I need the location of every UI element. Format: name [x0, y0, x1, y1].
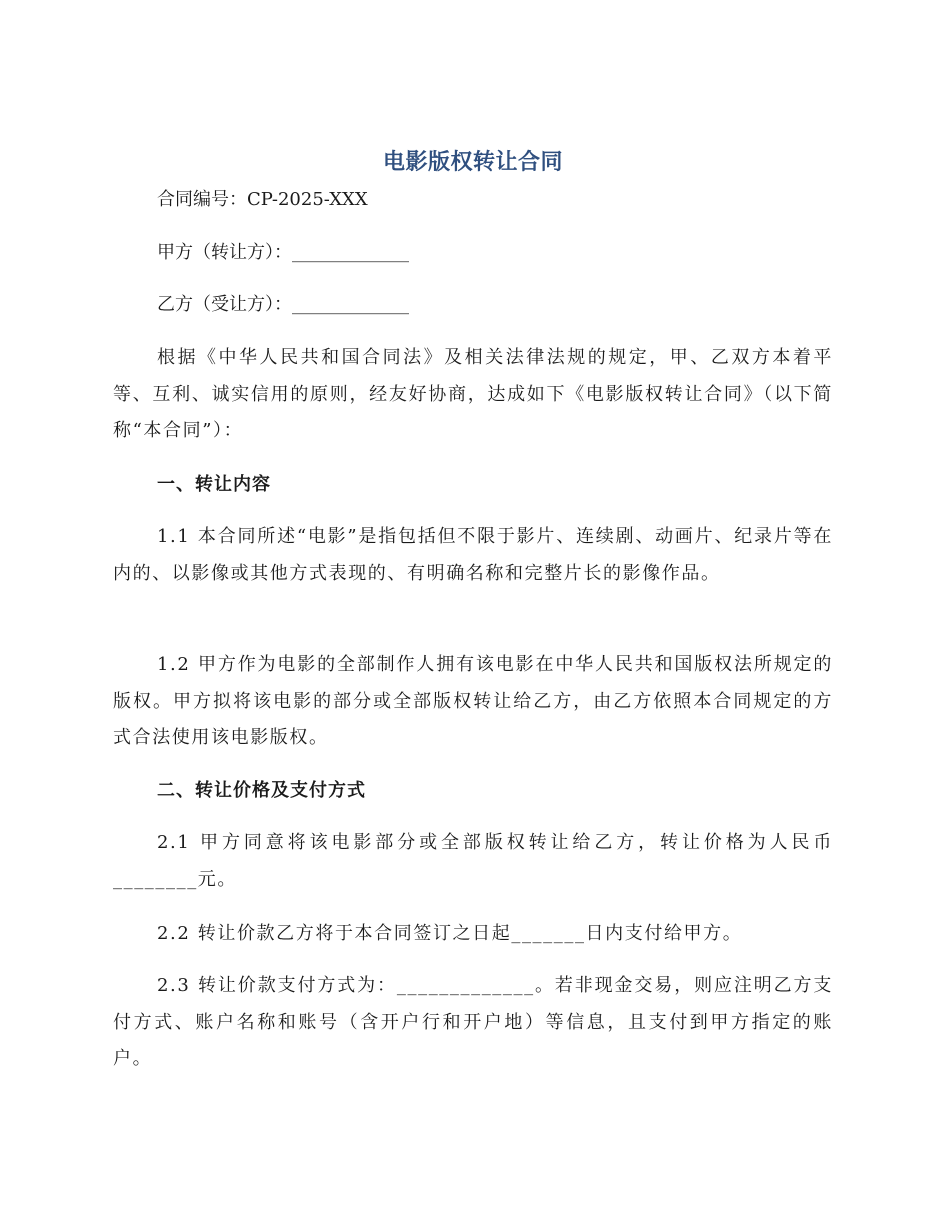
preamble-paragraph: 根据《中华人民共和国合同法》及相关法律法规的规定，甲、乙双方本着平等、互利、诚实信用的原则，经友好协商，达成如下《电影版权转让合同》（以下简称“本合同”）： — [113, 347, 833, 441]
clause-2-1: 2.1 甲方同意将该电影部分或全部版权转让给乙方，转让价格为人民币________元。 — [113, 832, 833, 890]
party-b-line: 乙方（受让方）：_____________ — [157, 294, 409, 315]
contract-number: 合同编号：CP-2025-XXX — [157, 189, 368, 210]
clause-1-2: 1.2 甲方作为电影的全部制作人拥有该电影在中华人民共和国版权法所规定的版权。甲方拟将该电影的部分或全部版权转让给乙方，由乙方依照本合同规定的方式合法使用该电影版权。 — [113, 654, 833, 748]
section-2-heading: 二、转让价格及支付方式 — [157, 780, 366, 801]
clause-1-1: 1.1 本合同所述“电影”是指包括但不限于影片、连续剧、动画片、纪录片等在内的、以影像或其他方式表现的、有明确名称和完整片长的影像作品。 — [113, 526, 833, 584]
section-1-heading: 一、转让内容 — [157, 474, 271, 495]
clause-2-3: 2.3 转让价款支付方式为：_____________。若非现金交易，则应注明乙方支付方式、账户名称和账号（含开户行和开户地）等信息，且支付到甲方指定的账户。 — [113, 975, 833, 1069]
document-title: 电影版权转让合同 — [382, 150, 563, 175]
party-a-line: 甲方（转让方）：_____________ — [157, 242, 409, 263]
clause-2-2: 2.2 转让价款乙方将于本合同签订之日起_______日内支付给甲方。 — [157, 923, 743, 944]
